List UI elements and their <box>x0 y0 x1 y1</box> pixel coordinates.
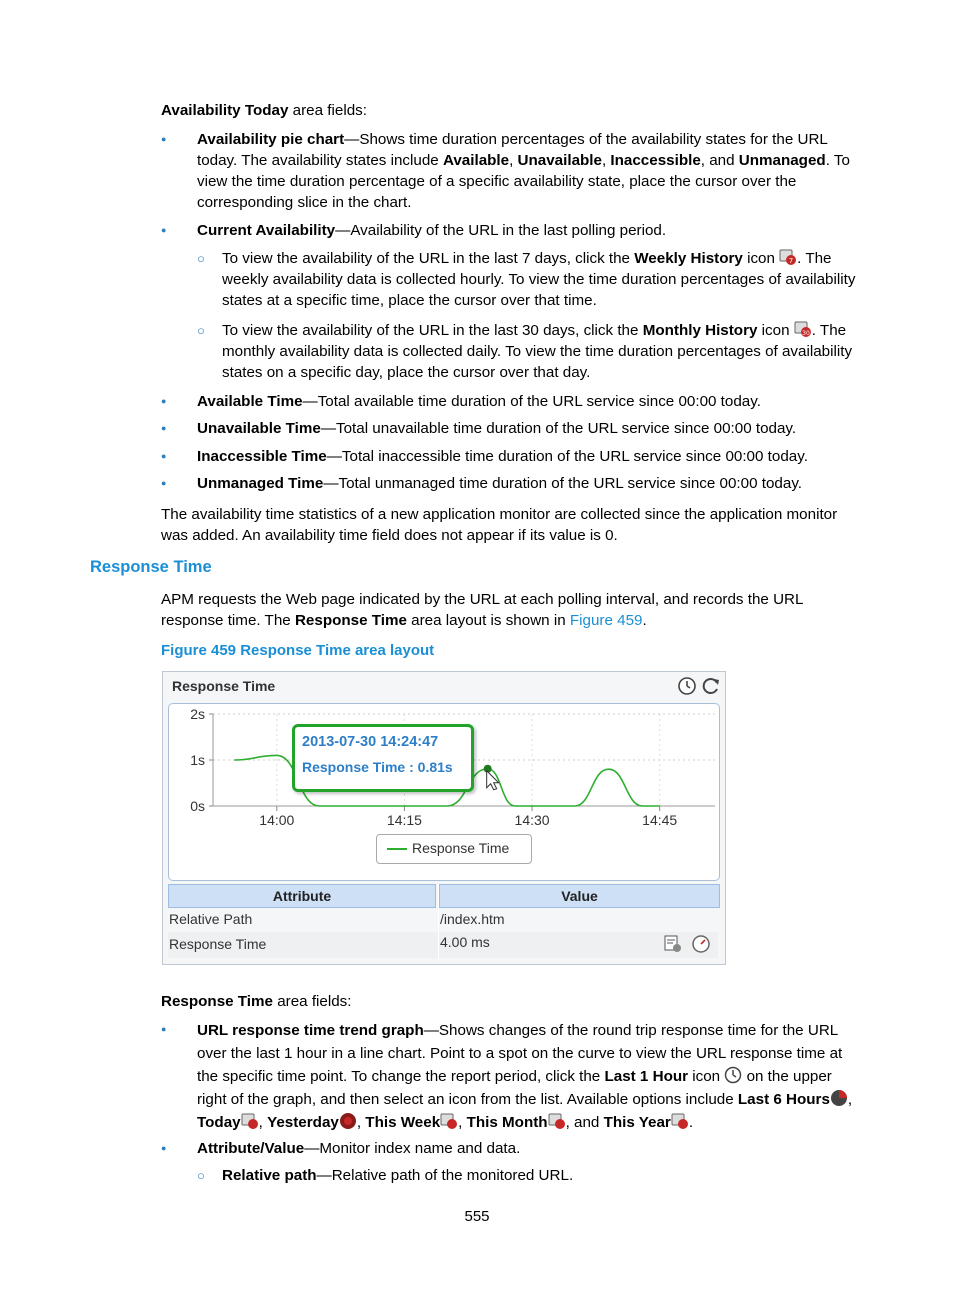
chart-tooltip <box>292 724 474 792</box>
this-year-icon[interactable] <box>671 1112 689 1130</box>
today-icon[interactable] <box>241 1112 259 1130</box>
bullet <box>161 135 169 143</box>
unmanaged-time-text: —Total unmanaged time duration of the URL service since 00:00 today. <box>323 475 802 492</box>
row-value: 4.00 ms <box>440 934 490 950</box>
figure-caption: Figure 459 Response Time area layout <box>161 642 435 659</box>
availability-intro-bold: Availability Today <box>161 102 289 119</box>
bullet <box>161 479 169 487</box>
svg-text:7: 7 <box>788 257 794 265</box>
row-attr: Response Time <box>169 936 267 952</box>
option-today: Today <box>197 1114 241 1131</box>
option-this-month: This Month <box>466 1114 548 1131</box>
rt-intro <box>161 991 352 1012</box>
attr-value-label: Attribute/Value <box>197 1140 305 1157</box>
pie-text: —Shows time duration percentages of the availability states for the URL today. The availability states include <box>197 131 828 169</box>
monthly-post: . The monthly availability data is collected daily. To view the time duration percentages of availability states on a specific day, place the cursor over that day. <box>222 322 853 381</box>
pie-chart-item <box>197 129 865 213</box>
relative-path-item <box>222 1165 865 1186</box>
weekly-mid: icon <box>742 250 780 267</box>
sep: , and <box>565 1114 604 1131</box>
unavailable-time-item <box>197 418 865 439</box>
option-this-week: This Week <box>365 1114 441 1131</box>
refresh-icon[interactable] <box>701 676 721 696</box>
sep: , <box>458 1114 467 1131</box>
bullet <box>161 452 169 460</box>
y-tick-label: 1s <box>190 752 205 768</box>
monthly-history-icon[interactable] <box>794 320 812 338</box>
sep: , <box>258 1114 268 1131</box>
monthly-mid: icon <box>757 322 794 339</box>
chart-area <box>168 703 720 881</box>
column-divider <box>438 884 439 960</box>
this-month-icon[interactable] <box>548 1112 566 1130</box>
unmanaged-time-label: Unmanaged Time <box>197 475 324 492</box>
x-tick-label: 14:15 <box>386 812 422 828</box>
y-tick-label: 0s <box>190 798 205 814</box>
stats-note: The availability time statistics of a new application monitor are collected since the application monitor was added. An availability time field does not appear if its value is 0. <box>161 506 838 544</box>
last-6-hours-icon[interactable] <box>830 1089 848 1107</box>
col-header-value: Value <box>439 884 720 908</box>
current-availability-item <box>197 220 865 241</box>
weekly-bold: Weekly History <box>634 250 743 267</box>
option-this-year: This Year <box>603 1114 671 1131</box>
pie-label: Availability pie chart <box>197 131 345 148</box>
sub-bullet: ○ <box>197 323 205 338</box>
page-number: 555 <box>464 1208 490 1225</box>
response-time-panel <box>162 671 726 965</box>
inaccessible-time-text: —Total inaccessible time duration of the URL service since 00:00 today. <box>326 448 808 465</box>
option-last-6-hours: Last 6 Hours <box>737 1091 830 1108</box>
x-tick-label: 14:00 <box>259 812 295 828</box>
row-attr: Relative Path <box>169 911 253 927</box>
gauge-icon[interactable] <box>691 934 711 954</box>
unavailable-time-text: —Total unavailable time duration of the URL service since 00:00 today. <box>320 420 797 437</box>
monthly-item <box>222 320 865 383</box>
svg-text:30: 30 <box>801 330 810 337</box>
legend-swatch <box>387 848 407 850</box>
available-time-label: Available Time <box>197 393 303 410</box>
legend-label: Response Time <box>412 840 510 856</box>
chart-legend[interactable] <box>376 834 532 864</box>
panel-tools <box>677 676 721 698</box>
section-mid: area layout is shown in <box>406 612 570 629</box>
row-value: /index.htm <box>440 911 505 927</box>
bullet <box>161 1144 169 1152</box>
state-unmanaged: Unmanaged <box>738 152 826 169</box>
bullet <box>161 226 169 234</box>
inaccessible-time-item <box>197 446 865 467</box>
trend-text: —Shows changes of the round trip response time for the URL over the last 1 hour in a line chart. Point to a spot on the curve to view the URL response time at the specific time point. To change the report period, click the <box>197 1022 843 1085</box>
available-time-item <box>197 391 865 412</box>
sub-bullet: ○ <box>197 251 205 266</box>
y-tick-label: 2s <box>190 706 205 722</box>
trend-graph-item <box>197 1019 865 1134</box>
trend-label: URL response time trend graph <box>197 1022 424 1039</box>
sep: , and <box>700 152 739 169</box>
weekly-post: . The weekly availability data is collected hourly. To view the time duration percentages of availability states at a specific time, place the cursor over that time. <box>222 250 856 309</box>
yesterday-icon[interactable] <box>339 1112 357 1130</box>
unmanaged-time-item <box>197 473 865 494</box>
this-week-icon[interactable] <box>440 1112 458 1130</box>
option-yesterday: Yesterday <box>267 1114 339 1131</box>
weekly-item <box>222 248 865 311</box>
state-available: Available <box>442 152 510 169</box>
availability-intro-rest: area fields: <box>288 102 367 119</box>
figure-link[interactable]: Figure 459 <box>569 612 643 629</box>
rt-intro-rest: area fields: <box>272 993 352 1010</box>
unavailable-time-label: Unavailable Time <box>197 420 321 437</box>
clock-icon[interactable] <box>677 676 697 696</box>
trend-text: icon <box>688 1068 725 1085</box>
section-post: . <box>642 612 647 629</box>
cursor-icon <box>487 771 499 790</box>
report-icon[interactable] <box>663 934 683 954</box>
sep: , <box>509 152 518 169</box>
state-unavailable: Unavailable <box>517 152 602 169</box>
trend-text: on the upper right of the graph, and then select an icon from the list. Available options include <box>197 1068 832 1108</box>
current-text: —Availability of the URL in the last polling period. <box>335 222 667 239</box>
attr-value-text: —Monitor index name and data. <box>304 1140 521 1157</box>
bullet <box>161 1025 169 1033</box>
sep: , <box>601 152 611 169</box>
relative-path-label: Relative path <box>222 1167 317 1184</box>
col-header-attribute: Attribute <box>168 884 436 908</box>
current-label: Current Availability <box>197 222 336 239</box>
tooltip-time: 2013-07-30 14:24:47 <box>302 734 439 750</box>
sep: , <box>356 1114 366 1131</box>
bullet <box>161 424 169 432</box>
attribute-value-item <box>197 1138 865 1159</box>
monthly-pre: To view the availability of the URL in the last 30 days, click the <box>222 322 643 339</box>
availability-intro <box>161 100 367 121</box>
section-paragraph <box>161 589 866 631</box>
sep: . <box>688 1114 694 1131</box>
section-heading: Response Time <box>90 558 212 576</box>
panel-title: Response Time <box>172 678 276 694</box>
weekly-history-icon[interactable] <box>779 248 797 266</box>
section-pre: APM requests the Web page indicated by the URL at each polling interval, and records the URL response time. The <box>161 591 803 629</box>
section-bold: Response Time <box>294 612 407 629</box>
inaccessible-time-label: Inaccessible Time <box>197 448 327 465</box>
weekly-pre: To view the availability of the URL in the last 7 days, click the <box>222 250 635 267</box>
tooltip-value: Response Time : 0.81s <box>302 759 453 775</box>
x-tick-label: 14:30 <box>514 812 550 828</box>
available-time-text: —Total available time duration of the URL service since 00:00 today. <box>302 393 761 410</box>
last-1-hour-icon[interactable] <box>724 1066 742 1084</box>
sub-bullet: ○ <box>197 1168 205 1183</box>
monthly-bold: Monthly History <box>642 322 758 339</box>
bullet <box>161 397 169 405</box>
state-inaccessible: Inaccessible <box>610 152 701 169</box>
rt-intro-bold: Response Time <box>161 993 273 1010</box>
sep: , <box>847 1091 853 1108</box>
option-last-1-hour: Last 1 Hour <box>604 1068 689 1085</box>
x-tick-label: 14:45 <box>642 812 678 828</box>
relative-path-text: —Relative path of the monitored URL. <box>316 1167 574 1184</box>
pie-text-end: . To view the time duration percentage of a specific availability state, place the cursor over the corresponding slice in the chart. <box>197 152 850 211</box>
